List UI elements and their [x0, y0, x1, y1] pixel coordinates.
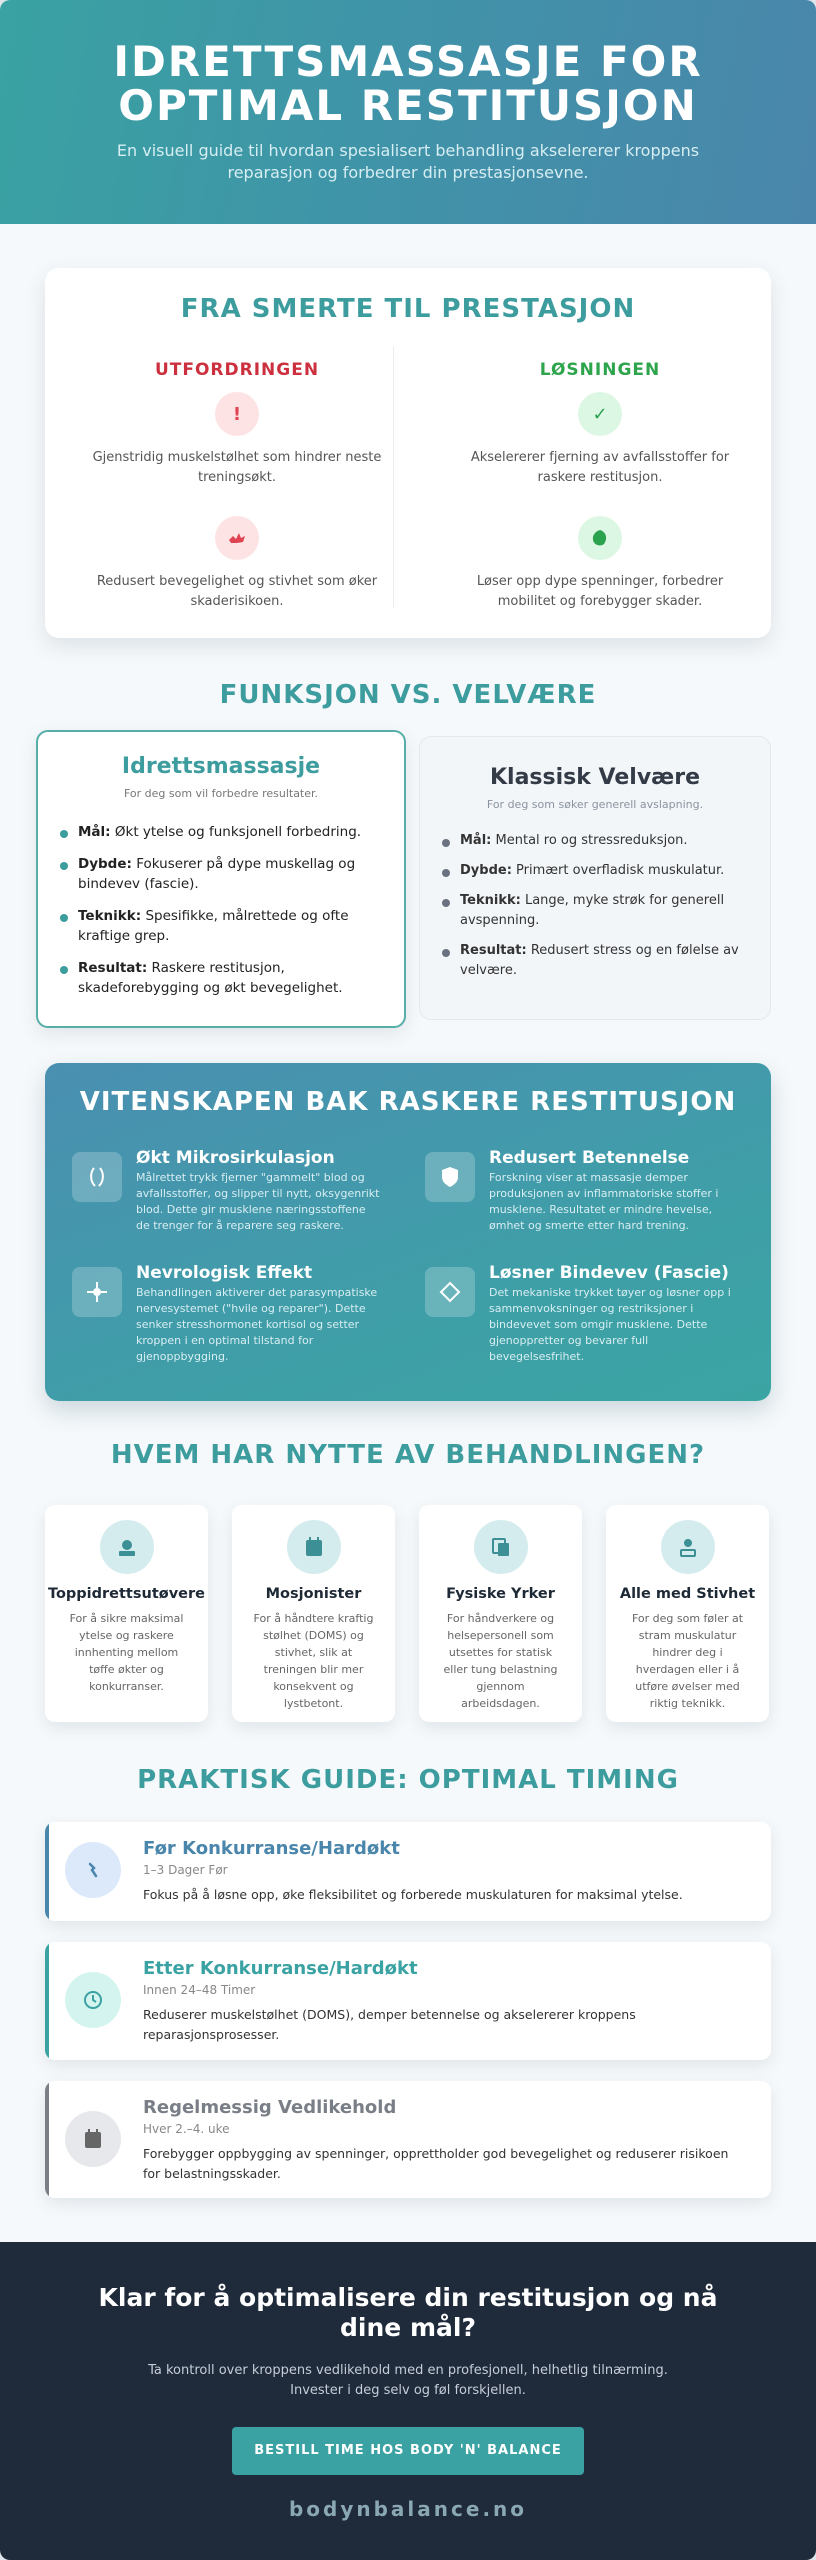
check-icon: ✓: [578, 392, 622, 436]
section-title-audience: HVEM HAR NYTTE AV BEHANDLINGEN?: [110, 1440, 706, 1470]
footer-text: Ta kontroll over kroppens vedlikehold med en profesjonell, helhetlig tilnærming. Invester i deg selv og føl forskjellen.: [148, 2363, 668, 2398]
science-item-heading: Løsner Bindevev (Fascie): [489, 1263, 729, 1283]
timing-heading: Regelmessig Vedlikehold: [143, 2097, 397, 2118]
page-title: IDRETTSMASSASJE FOR OPTIMAL RESTITUSJON: [113, 37, 703, 130]
shield-icon: [425, 1152, 475, 1202]
book-appointment-button[interactable]: BESTILL TIME HOS BODY 'N' BALANCE: [232, 2427, 584, 2475]
audience-text: For å håndtere kraftig stølhet (DOMS) og stivhet, slik at treningen blir mer konsekvent og lystbetont.: [253, 1612, 374, 1710]
timing-accent-bar: [45, 1822, 49, 1921]
audience-text: For å sikre maksimal ytelse og raskere innhenting mellom tøffe økter og konkurranser.: [69, 1612, 184, 1693]
science-item-heading: Økt Mikrosirkulasjon: [136, 1148, 335, 1168]
timing-text: Forebygger oppbygging av spenninger, opprettholder god bevegelighet og reduserer risikoen for belastningsskader.: [143, 2146, 729, 2181]
timing-accent-bar: [45, 1942, 49, 2060]
timing-when: Innen 24–48 Timer: [143, 1983, 256, 1997]
list-item: Dybde: Primært overfladisk muskulatur.: [460, 861, 754, 881]
section-title-pain-performance: FRA SMERTE TIL PRESTASJON: [180, 294, 636, 324]
challenge-heading: UTFORDRINGEN: [154, 360, 320, 380]
audience-heading: Toppidrettsutøvere: [47, 1586, 205, 1602]
footer-title: Klar for å optimalisere din restitusjon og nå dine mål?: [98, 2283, 718, 2342]
circulation-icon: [72, 1152, 122, 1202]
science-title: VITENSKAPEN BAK RASKERE RESTITUSJON: [79, 1087, 737, 1117]
section-title-function-vs-wellness: FUNKSJON VS. VELVÆRE: [219, 680, 597, 710]
section-title-guide: PRAKTISK GUIDE: OPTIMAL TIMING: [137, 1765, 679, 1795]
timing-heading: Etter Konkurranse/Hardøkt: [143, 1958, 418, 1979]
hero-header: [0, 0, 816, 224]
challenge-text: Gjenstridig muskelstølhet som hindrer neste treningsøkt.: [92, 450, 382, 485]
calendar-icon: [65, 2111, 121, 2167]
timing-card: [45, 1942, 771, 2060]
calendar-icon: [287, 1520, 341, 1574]
classic-wellness-heading: Klassisk Velvære: [490, 765, 700, 790]
challenge-column: [72, 348, 402, 618]
list-item: Mål: Mental ro og stressreduksjon.: [460, 831, 754, 851]
audience-text: For deg som føler at stram muskulatur hindrer deg i hverdagen eller i å utføre øvelser med riktig teknikk.: [631, 1612, 744, 1710]
pain-to-performance-card: [45, 268, 771, 638]
sports-massage-heading: Idrettsmassasje: [121, 754, 321, 779]
clock-icon: [65, 1972, 121, 2028]
science-item-text: Det mekaniske trykket tøyer og løsner opp i sammenvoksninger og restriksjoner i bindevevet som omgir musklene. Dette gjenoppretter og bevarer full bevegelsesfrihet.: [489, 1286, 731, 1363]
science-item: [72, 1263, 382, 1365]
science-item: [425, 1148, 735, 1234]
science-item: [72, 1148, 382, 1234]
audience-heading: Fysiske Yrker: [446, 1586, 555, 1602]
list-item: Dybde: Fokuserer på dype muskellag og bindevev (fascie).: [78, 854, 380, 894]
classic-wellness-card: [419, 736, 771, 1020]
alert-icon: !: [215, 392, 259, 436]
sports-massage-list: [38, 822, 404, 998]
timing-text: Reduserer muskelstølhet (DOMS), demper betennelse og akselererer kroppens reparasjonsprosesser.: [143, 2007, 636, 2042]
audience-card: [606, 1505, 769, 1722]
science-item-text: Behandlingen aktiverer det parasympatiske nervesystemet ("hvile og reparer"). Dette senker stresshormonet kortisol og setter kroppen i en optimal tilstand for gjenoppbygging.: [136, 1286, 378, 1363]
classic-wellness-sub: For deg som søker generell avslapning.: [486, 798, 704, 811]
page-subtitle: En visuell guide til hvordan spesialisert behandling akselererer kroppens reparasjon og forbedrer din prestasjonsevne.: [116, 141, 700, 182]
audience-card: [419, 1505, 582, 1722]
list-item: Resultat: Raskere restitusjon, skadeforebygging og økt bevegelighet.: [78, 958, 380, 998]
science-item-text: Målrettet trykk fjerner "gammelt" blod og avfallsstoffer, og slipper til nytt, oksygenrikt blod. Dette gir musklene næringsstoffene de trenger for å reparere seg raskere.: [136, 1171, 380, 1232]
science-item-heading: Redusert Betennelse: [489, 1148, 690, 1168]
challenge-text: Redusert bevegelighet og stivhet som øker skaderisikoen.: [96, 574, 378, 609]
timer-icon: [65, 1842, 121, 1898]
person-icon: [661, 1520, 715, 1574]
timing-when: 1–3 Dager Før: [143, 1863, 228, 1877]
audience-card: [232, 1505, 395, 1722]
science-item-text: Forskning viser at massasje demper produksjonen av inflammatoriske stoffer i musklene. Resultatet er mindre hevelse, ømhet og smerte etter hard trening.: [489, 1171, 719, 1232]
timing-card: [45, 1822, 771, 1921]
audience-heading: Mosjonister: [265, 1586, 362, 1602]
audience-text: For håndverkere og helsepersonell som utsettes for statisk eller tung belastning gjennom arbeidsdagen.: [443, 1612, 558, 1710]
leaf-icon: [578, 516, 622, 560]
nerve-icon: [72, 1267, 122, 1317]
science-section: [45, 1063, 771, 1401]
list-item: Mål: Økt ytelse og funksjonell forbedring.: [78, 822, 380, 842]
science-item: [425, 1263, 735, 1365]
cta-footer: [0, 2242, 816, 2560]
timing-card: [45, 2081, 771, 2198]
timing-accent-bar: [45, 2081, 49, 2198]
timing-heading: Før Konkurranse/Hardøkt: [143, 1838, 400, 1859]
timing-when: Hver 2.–4. uke: [143, 2122, 230, 2136]
timing-text: Fokus på å løsne opp, øke fleksibilitet og forberede muskulaturen for maksimal ytelse.: [143, 1887, 683, 1902]
sports-massage-sub: For deg som vil forbedre resultater.: [123, 787, 319, 800]
list-item: Resultat: Redusert stress og en følelse av velvære.: [460, 941, 754, 981]
audience-heading: Alle med Stivhet: [619, 1586, 756, 1602]
solution-text: Løser opp dype spenninger, forbedrer mobilitet og forebygger skader.: [476, 574, 724, 609]
audience-card: [45, 1505, 208, 1722]
solution-column: [435, 348, 765, 618]
solution-heading: LØSNINGEN: [539, 360, 661, 380]
solution-text: Akselererer fjerning av avfallsstoffer for raskere restitusjon.: [470, 450, 730, 485]
copy-icon: [474, 1520, 528, 1574]
medal-icon: [100, 1520, 154, 1574]
sports-massage-card: [36, 730, 406, 1028]
science-item-heading: Nevrologisk Effekt: [136, 1263, 313, 1283]
fascia-icon: [425, 1267, 475, 1317]
list-item: Teknikk: Spesifikke, målrettede og ofte kraftige grep.: [78, 906, 380, 946]
classic-wellness-list: [420, 831, 770, 981]
injury-icon: [215, 516, 259, 560]
website-link[interactable]: bodynbalance.no: [288, 2497, 528, 2521]
list-item: Teknikk: Lange, myke strøk for generell avspenning.: [460, 891, 754, 931]
